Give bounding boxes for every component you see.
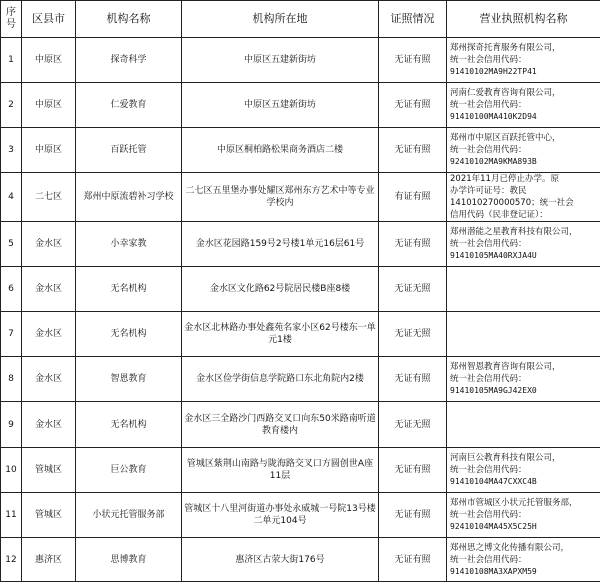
business-cell bbox=[447, 173, 600, 222]
table-row bbox=[1, 267, 600, 312]
business-line: 92410104MA45X5C25H bbox=[450, 522, 537, 531]
table-row bbox=[1, 222, 600, 267]
index-cell: 12 bbox=[1, 538, 22, 582]
district-cell: 金水区 bbox=[22, 222, 76, 267]
name-cell: 小状元托管服务部 bbox=[76, 493, 182, 538]
business-line: 信用代码（民非登记证）： bbox=[450, 210, 548, 220]
index-cell: 11 bbox=[1, 493, 22, 538]
district-cell: 中原区 bbox=[22, 83, 76, 128]
name-cell: 无名机构 bbox=[76, 267, 182, 312]
district-cell: 惠济区 bbox=[22, 538, 76, 582]
header-district: 区县市 bbox=[22, 1, 76, 38]
business-line: 郑州智恩教育咨询有限公司， bbox=[450, 362, 561, 372]
header-business: 营业执照机构名称 bbox=[447, 1, 600, 38]
index-cell: 4 bbox=[1, 173, 22, 222]
business-cell bbox=[447, 493, 600, 538]
license-cell: 有证有照 bbox=[379, 173, 447, 222]
license-cell: 无证有照 bbox=[379, 357, 447, 402]
business-line: 92410102MA9KMA893B bbox=[450, 157, 537, 166]
name-cell: 智恩教育 bbox=[76, 357, 182, 402]
address-cell: 金水区俭学街信息学院路口东北角院内2楼 bbox=[182, 357, 379, 402]
business-line: 办学许可证号：教民 bbox=[450, 186, 527, 196]
table-row bbox=[1, 493, 600, 538]
table-body bbox=[1, 38, 600, 582]
index-cell: 3 bbox=[1, 128, 22, 173]
index-cell: 7 bbox=[1, 312, 22, 357]
business-line: 91410104MA47CXXC4B bbox=[450, 477, 537, 486]
license-cell: 无证有照 bbox=[379, 128, 447, 173]
name-cell: 郑州中原流碧补习学校 bbox=[76, 173, 182, 222]
table-row bbox=[1, 312, 600, 357]
business-cell bbox=[447, 38, 600, 83]
name-cell: 仁爱教育 bbox=[76, 83, 182, 128]
business-cell bbox=[447, 357, 600, 402]
header-name: 机构名称 bbox=[76, 1, 182, 38]
business-line: 91410102MA9H22TP41 bbox=[450, 67, 537, 76]
district-cell: 二七区 bbox=[22, 173, 76, 222]
business-line: 统一社会信用代码： bbox=[450, 465, 527, 475]
index-cell: 5 bbox=[1, 222, 22, 267]
header-row bbox=[1, 1, 600, 38]
license-cell: 无证无照 bbox=[379, 267, 447, 312]
name-cell: 百跃托管 bbox=[76, 128, 182, 173]
index-cell: 9 bbox=[1, 402, 22, 448]
business-line: 郑州潜能之星教育科技有限公司， bbox=[450, 227, 578, 237]
name-cell: 探奇科学 bbox=[76, 38, 182, 83]
license-cell: 无证无照 bbox=[379, 402, 447, 448]
address-cell: 管城区紫荆山南路与陇海路交叉口方圆创世A座11层 bbox=[182, 448, 379, 493]
table-row bbox=[1, 402, 600, 448]
business-line: 91410108MA3XAPXM59 bbox=[450, 566, 537, 576]
license-cell: 无证有照 bbox=[379, 222, 447, 267]
index-cell: 10 bbox=[1, 448, 22, 493]
header-index: 序号 bbox=[1, 1, 22, 38]
license-cell: 无证无照 bbox=[379, 312, 447, 357]
table-row bbox=[1, 83, 600, 128]
address-cell: 金水区文化路62号院居民楼B座8楼 bbox=[182, 267, 379, 312]
business-line: 统一社会信用代码： bbox=[450, 374, 527, 384]
business-cell bbox=[447, 83, 600, 128]
business-line: 河南巨公教育科技有限公司， bbox=[450, 453, 561, 463]
business-line: 91410100MA410K2D94 bbox=[450, 112, 537, 121]
business-cell bbox=[447, 267, 600, 312]
business-line: 郑州探奇托育服务有限公司， bbox=[450, 43, 561, 53]
table-row bbox=[1, 357, 600, 402]
business-cell bbox=[447, 222, 600, 267]
district-cell: 中原区 bbox=[22, 128, 76, 173]
district-cell: 金水区 bbox=[22, 402, 76, 448]
business-line: 141010270000570；统一社会 bbox=[450, 198, 574, 208]
district-cell: 管城区 bbox=[22, 493, 76, 538]
district-cell: 中原区 bbox=[22, 38, 76, 83]
table-row bbox=[1, 128, 600, 173]
license-cell: 无证有照 bbox=[379, 38, 447, 83]
index-cell: 2 bbox=[1, 83, 22, 128]
name-cell: 思博教育 bbox=[76, 538, 182, 582]
business-cell bbox=[447, 128, 600, 173]
address-cell: 二七区五里堡办事处耀区郑州东方艺术中等专业学校内 bbox=[182, 173, 379, 222]
header-license: 证照情况 bbox=[379, 1, 447, 38]
business-line: 郑州市管城区小状元托管服务部， bbox=[450, 498, 578, 508]
address-cell: 中原区五建新街坊 bbox=[182, 38, 379, 83]
district-cell: 管城区 bbox=[22, 448, 76, 493]
license-cell: 无证有照 bbox=[379, 493, 447, 538]
district-cell: 金水区 bbox=[22, 357, 76, 402]
business-line: 统一社会信用代码： bbox=[450, 510, 527, 520]
address-cell: 金水区三全路沙门西路交叉口向东50米路南听道教育楼内 bbox=[182, 402, 379, 448]
license-cell: 无证有照 bbox=[379, 538, 447, 582]
address-cell: 管城区十八里河街道办事处永威城一号院13号楼二单元104号 bbox=[182, 493, 379, 538]
business-line: 91410105MA40RXJA4U bbox=[450, 251, 537, 260]
name-cell: 巨公教育 bbox=[76, 448, 182, 493]
address-cell: 金水区北林路办事处鑫苑名家小区62号楼东一单元1楼 bbox=[182, 312, 379, 357]
business-cell bbox=[447, 402, 600, 448]
business-line: 统一社会信用代码： bbox=[450, 100, 527, 110]
address-cell: 惠济区古荥大街176号 bbox=[182, 538, 379, 582]
table-row bbox=[1, 38, 600, 83]
business-line: 河南仁爱教育咨询有限公司， bbox=[450, 88, 561, 98]
business-line: 统一社会信用代码： bbox=[450, 145, 527, 155]
address-cell: 中原区桐柏路松果商务酒店二楼 bbox=[182, 128, 379, 173]
name-cell: 无名机构 bbox=[76, 402, 182, 448]
name-cell: 小幸家教 bbox=[76, 222, 182, 267]
license-cell: 无证有照 bbox=[379, 448, 447, 493]
table-row bbox=[1, 173, 600, 222]
district-cell: 金水区 bbox=[22, 312, 76, 357]
table-row bbox=[1, 538, 600, 582]
table-row bbox=[1, 448, 600, 493]
business-line: 郑州思之博文化传播有限公司， bbox=[450, 542, 570, 553]
index-cell: 8 bbox=[1, 357, 22, 402]
business-line: 统一社会信用代码： bbox=[450, 55, 527, 65]
business-cell bbox=[447, 312, 600, 357]
address-cell: 中原区五建新街坊 bbox=[182, 83, 379, 128]
index-cell: 6 bbox=[1, 267, 22, 312]
header-address: 机构所在地 bbox=[182, 1, 379, 38]
license-cell: 无证有照 bbox=[379, 83, 447, 128]
business-cell bbox=[447, 448, 600, 493]
district-cell: 金水区 bbox=[22, 267, 76, 312]
business-line: 郑州市中原区百跃托管中心， bbox=[450, 133, 561, 143]
business-line: 统一社会信用代码： bbox=[450, 554, 527, 565]
business-line: 统一社会信用代码： bbox=[450, 239, 527, 249]
business-line: 91410105MA9GJ42EX0 bbox=[450, 386, 537, 395]
business-line: 2021年11月已停止办学。原 bbox=[450, 174, 559, 184]
name-cell: 无名机构 bbox=[76, 312, 182, 357]
business-cell bbox=[447, 538, 600, 582]
address-cell: 金水区花园路159号2号楼1单元16层61号 bbox=[182, 222, 379, 267]
index-cell: 1 bbox=[1, 38, 22, 83]
